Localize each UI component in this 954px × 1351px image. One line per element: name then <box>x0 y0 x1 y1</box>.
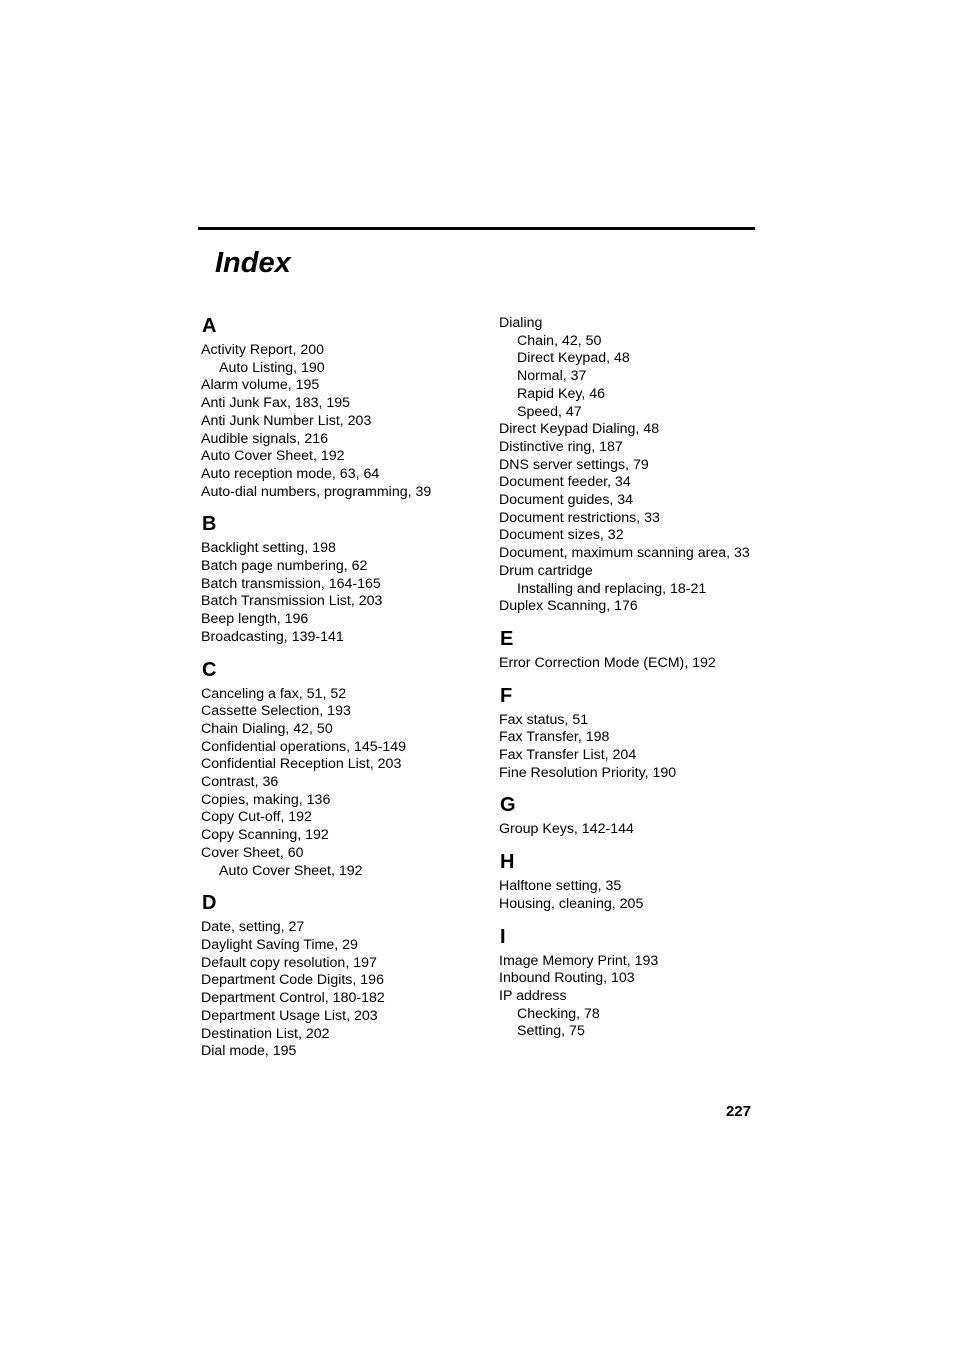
index-entry: Anti Junk Fax, 183, 195 <box>201 395 351 412</box>
index-entry: Document, maximum scanning area, 33 <box>499 545 750 562</box>
index-subentry: Speed, 47 <box>517 403 582 420</box>
index-entry: Distinctive ring, 187 <box>499 438 623 455</box>
index-entry: Daylight Saving Time, 29 <box>201 936 358 953</box>
index-entry: Auto-dial numbers, programming, 39 <box>201 483 432 500</box>
index-section-c <box>201 659 481 881</box>
index-entry: Destination List, 202 <box>201 1025 330 1042</box>
index-subentry: Installing and replacing, 18-21 <box>517 580 707 597</box>
index-entry: DNS server settings, 79 <box>499 456 649 473</box>
section-letter: H <box>500 851 515 874</box>
index-subentry: Direct Keypad, 48 <box>517 350 630 367</box>
index-entry: Canceling a fax, 51, 52 <box>201 685 347 702</box>
page-number: 227 <box>725 1103 751 1120</box>
section-letter: G <box>500 794 516 817</box>
index-section-b <box>201 513 481 646</box>
index-entry: Document guides, 34 <box>499 492 634 509</box>
index-entry: Batch page numbering, 62 <box>201 558 368 575</box>
section-letter: F <box>500 684 513 707</box>
index-entry: Confidential operations, 145-149 <box>201 738 407 755</box>
index-entry: Anti Junk Number List, 203 <box>201 412 372 429</box>
index-entry: Cover Sheet, 60 <box>201 844 304 861</box>
index-entry: Fax Transfer, 198 <box>499 729 610 746</box>
index-section-f <box>499 685 759 783</box>
index-entry: Default copy resolution, 197 <box>201 954 377 971</box>
index-entry: Inbound Routing, 103 <box>499 970 635 987</box>
index-entry: Audible signals, 216 <box>201 430 328 447</box>
index-subentry: Setting, 75 <box>517 1023 585 1040</box>
index-subentry: Auto Cover Sheet, 192 <box>219 862 363 879</box>
index-entry: Fax Transfer List, 204 <box>499 747 637 764</box>
index-entry: Batch Transmission List, 203 <box>201 593 383 610</box>
index-entry: Backlight setting, 198 <box>201 540 336 557</box>
section-letter: D <box>202 892 217 915</box>
index-subentry: Normal, 37 <box>517 368 587 385</box>
index-entry: Activity Report, 200 <box>201 342 325 358</box>
section-letter: E <box>500 627 514 650</box>
index-entry: Error Correction Mode (ECM), 192 <box>499 654 716 671</box>
index-entry: Department Code Digits, 196 <box>201 972 384 989</box>
index-entry: Document restrictions, 33 <box>499 509 660 526</box>
index-section-e <box>499 628 759 673</box>
index-entry: Dialing <box>499 315 543 331</box>
index-entry: Dial mode, 195 <box>201 1043 297 1060</box>
index-entry: Cassette Selection, 193 <box>201 703 351 720</box>
index-entry: Auto Cover Sheet, 192 <box>201 448 345 465</box>
index-entry: Auto reception mode, 63, 64 <box>201 465 380 482</box>
index-entry: Copy Scanning, 192 <box>201 827 329 844</box>
index-section-h <box>499 851 759 913</box>
index-entry: Fine Resolution Priority, 190 <box>499 764 677 781</box>
index-entry: Drum cartridge <box>499 562 593 579</box>
index-subentry: Chain, 42, 50 <box>517 332 602 349</box>
section-letter: B <box>202 513 217 536</box>
index-subentry: Rapid Key, 46 <box>517 385 606 402</box>
index-section-g <box>499 794 759 839</box>
index-section-d-continued <box>499 315 759 616</box>
index-section-i <box>499 926 759 1042</box>
section-letter: C <box>202 658 217 681</box>
index-entry: Document feeder, 34 <box>499 474 631 491</box>
index-entry: Housing, cleaning, 205 <box>499 895 644 912</box>
index-column-right <box>499 315 759 1041</box>
index-entry: Contrast, 36 <box>201 774 279 791</box>
index-entry: Group Keys, 142-144 <box>499 821 634 838</box>
index-entry: Alarm volume, 195 <box>201 377 320 394</box>
index-entry: Chain Dialing, 42, 50 <box>201 720 333 737</box>
index-entry: Duplex Scanning, 176 <box>499 598 638 615</box>
index-entry: Image Memory Print, 193 <box>499 952 659 969</box>
index-entry: Beep length, 196 <box>201 611 309 628</box>
index-entry: Halftone setting, 35 <box>499 878 622 895</box>
index-entry: Copy Cut-off, 192 <box>201 809 312 826</box>
page-title: Index <box>215 247 291 279</box>
index-subentry: Checking, 78 <box>517 1005 600 1022</box>
index-entry: Copies, making, 136 <box>201 791 331 808</box>
section-letter: I <box>500 925 506 948</box>
index-entry: Confidential Reception List, 203 <box>201 756 402 773</box>
index-entry: Batch transmission, 164-165 <box>201 575 381 592</box>
header-rule <box>198 227 755 230</box>
index-entry: Fax status, 51 <box>499 711 589 728</box>
index-column-left <box>201 315 481 1061</box>
section-letter: A <box>202 315 217 337</box>
index-entry: IP address <box>499 987 567 1004</box>
index-entry: Department Control, 180-182 <box>201 990 385 1007</box>
index-section-a <box>201 315 481 501</box>
index-entry: Date, setting, 27 <box>201 919 305 936</box>
index-entry: Department Usage List, 203 <box>201 1007 378 1024</box>
index-subentry: Auto Listing, 190 <box>219 359 325 376</box>
index-entry: Broadcasting, 139-141 <box>201 628 344 645</box>
index-section-d <box>201 892 481 1061</box>
index-entry: Direct Keypad Dialing, 48 <box>499 421 660 438</box>
index-entry: Document sizes, 32 <box>499 527 624 544</box>
